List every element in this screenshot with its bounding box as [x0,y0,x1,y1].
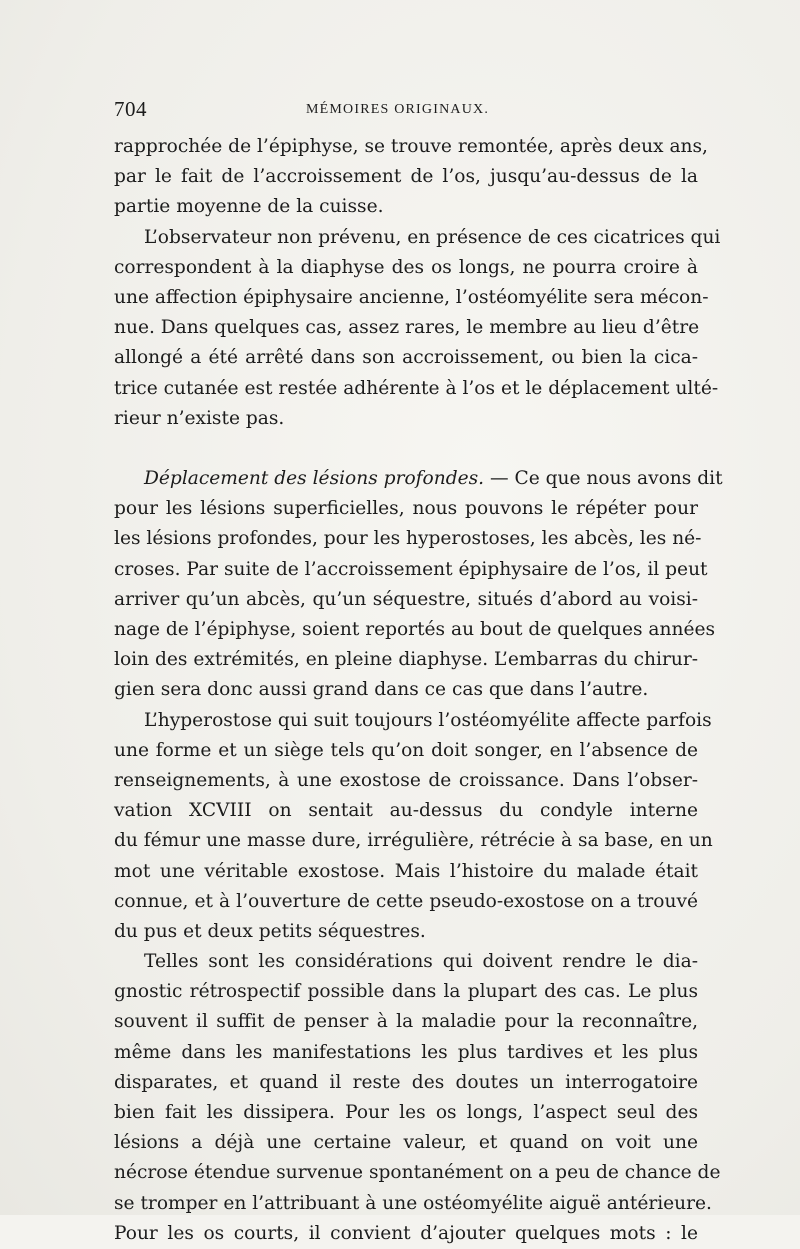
text-line: trice cutanée est restée adhérente à l’os et le déplacement ulté- [114,377,719,399]
page-number: 704 [114,97,147,121]
text-line: arriver qu’un abcès, qu’un séquestre, situés d’abord au voisi- [114,588,698,610]
page-header [114,97,698,127]
paragraph [114,947,721,1249]
paragraph [114,464,723,706]
running-head: MÉMOIRES ORIGINAUX. [306,102,490,117]
text-run: — Ce que nous avons dit [484,468,723,490]
text-line: se tromper en l’attribuant à une ostéomyélite aiguë antérieure. [114,1192,712,1214]
text-line: connue, et à l’ouverture de cette pseudo-exostose on a trouvé [114,890,698,912]
text-line: L’hyperostose qui suit toujours l’ostéomyélite affecte parfois [144,709,712,731]
text-line: rapprochée de l’épiphyse, se trouve remontée, après deux ans, [114,136,708,157]
paragraph [114,132,708,223]
text-line: souvent il suffit de penser à la maladie pour la reconnaître, [114,1011,698,1033]
text-line: L’observateur non prévenu, en présence de ces cicatrices qui [144,226,721,248]
text-line [114,464,723,494]
text-line: par le fait de l’accroissement de l’os, jusqu’au-dessus de la [114,166,698,188]
text-line: gnostic rétrospectif possible dans la plupart des cas. Le plus [114,981,698,1003]
text-line: correspondent à la diaphyse des os longs, ne pourra croire à [114,256,698,278]
text-line: disparates, et quand il reste des doutes un interrogatoire [114,1071,698,1093]
text-line: du pus et deux petits séquestres. [114,920,426,942]
text-line: loin des extrémités, en pleine diaphyse. L’embarras du chirur- [114,649,698,671]
text-line: pour les lésions superficielles, nous pouvons le répéter pour [114,498,698,520]
body-text [114,132,723,1249]
text-line: rieur n’existe pas. [114,407,285,429]
text-line: même dans les manifestations les plus tardives et les plus [114,1041,698,1063]
paragraph [114,706,713,948]
text-line: vation XCVIII on sentait au-dessus du condyle interne [114,800,698,822]
text-line: bien fait les dissipera. Pour les os longs, l’aspect seul des [114,1102,698,1123]
text-line: allongé a été arrêté dans son accroissement, ou bien la cica- [114,347,698,369]
text-line: Pour les os courts, il convient d’ajouter quelques mots : le [114,1222,698,1244]
text-line: nécrose étendue survenue spontanément on a peu de chance de [114,1162,721,1184]
text-line: croses. Par suite de l’accroissement épiphysaire de l’os, il peut [114,558,708,580]
text-line: une forme et un siège tels qu’on doit songer, en l’absence de [114,739,698,761]
text-line: une affection épiphysaire ancienne, l’ostéomyélite sera mécon- [114,286,709,308]
text-line: lésions a déjà une certaine valeur, et quand on voit une [114,1132,698,1154]
text-line: Telles sont les considérations qui doivent rendre le dia- [144,951,698,973]
text-line: renseignements, à une exostose de croissance. Dans l’obser- [114,769,698,791]
text-line: du fémur une masse dure, irrégulière, rétrécie à sa base, en un [114,830,713,852]
text-line: gien sera donc aussi grand dans ce cas que dans l’autre. [114,679,649,701]
section-heading: Déplacement des lésions profondes. [144,468,485,490]
text-line: partie moyenne de la cuisse. [114,196,384,218]
section-break [114,434,698,464]
text-line: nage de l’épiphyse, soient reportés au bout de quelques années [114,619,715,640]
paragraph [114,223,721,434]
text-line: nue. Dans quelques cas, assez rares, le membre au lieu d’être [114,317,700,339]
text-line: les lésions profondes, pour les hyperostoses, les abcès, les né- [114,528,702,550]
text-line: mot une véritable exostose. Mais l’histoire du malade était [114,860,698,882]
